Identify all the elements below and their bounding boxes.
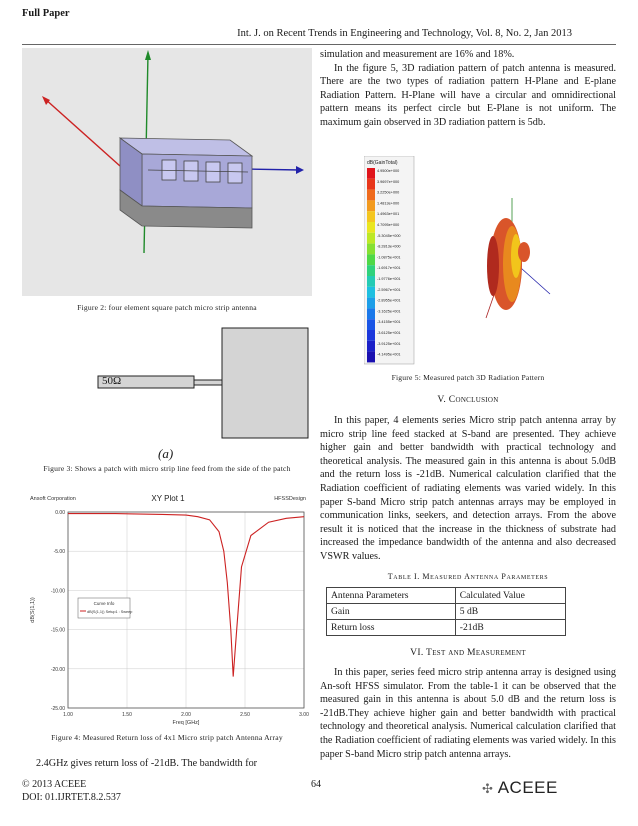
gain-value-label: 3.9697e+000: [377, 179, 400, 184]
gain-value-label: 4.9500e+000: [377, 169, 400, 173]
copyright-text: © 2013 ACEEE: [22, 779, 87, 790]
feed-impedance-label: 50Ω: [102, 375, 122, 387]
gain-color-swatch: [367, 190, 375, 201]
paragraph: In this paper, 4 elements series Micro strip patch antenna array by micro strip line feed stacked at S-band are presented. They achieve higher gain and better bandwidth with practical technology and theoretical analysis. The measured gain in this antenna is about 5.0dB and the return loss is -21dB. Numerical calculation clarified that the Radiation coefficient of radiating elements was varied widely. In this paper S-band Micro strip patch antennas arrays may be employed in communication links, seekers, and detection arrays. From the above result it is noticed that the increase in the thickness of substrate had increased the impedance bandwidth of the antenna and also decreased VSWR values.: [320, 415, 616, 562]
gain-color-swatch: [367, 233, 375, 244]
footer-copyright: [22, 778, 121, 804]
gain-color-swatch: [367, 352, 375, 363]
gain-value-label: -3.6125e+001: [377, 331, 401, 335]
test-measurement-text: [320, 666, 616, 761]
x-tick-label: 3.00: [299, 712, 309, 718]
gain-value-label: -3.9125e+001: [377, 341, 401, 346]
doi-text: DOI: 01.IJRTET.8.2.537: [22, 792, 121, 803]
table-cell: Antenna Parameters: [327, 588, 456, 604]
gain-color-swatch: [367, 298, 375, 309]
gain-value-label: 1.4813e+000: [377, 201, 400, 206]
gain-color-swatch: [367, 319, 375, 330]
figure-3-sublabel: (a): [158, 446, 174, 461]
gain-value-label: 3.2250e+000: [377, 190, 400, 195]
y-tick-label: -15.00: [50, 627, 65, 634]
figure-3-caption: Figure 3: Shows a patch with micro strip line feed from the side of the patch: [43, 464, 291, 473]
x-tick-label: 2.00: [181, 712, 191, 718]
x-tick-label: 1.50: [122, 712, 132, 718]
left-col-bottom-paragraph: [22, 757, 312, 771]
logo-mark-icon: ✣: [482, 781, 494, 796]
header-rule: [22, 44, 616, 45]
gain-value-label: -4.1495e+001: [377, 352, 401, 357]
gain-legend-title: dB(GainTotal): [367, 160, 398, 166]
figure-4-return-loss-plot: [22, 490, 312, 728]
table-row: [327, 620, 566, 636]
table-cell: Calculated Value: [455, 588, 565, 604]
gain-color-swatch: [367, 179, 375, 190]
gain-value-label: -3.4155e+001: [377, 320, 401, 325]
gain-value-label: -1.9776e+001: [377, 277, 401, 281]
section-title-conclusion: V. Conclusion: [437, 394, 499, 405]
figure-2-antenna-model: [22, 48, 312, 296]
legend-title: Curve Info: [93, 601, 115, 606]
y-tick-label: -25.00: [50, 706, 65, 712]
table-caption: Table I. Measured Antenna Parameters: [387, 572, 549, 581]
figure-5-radiation-pattern: [364, 156, 574, 366]
plot-header-right: HFSSDesign: [274, 496, 306, 502]
conclusion-text: [320, 414, 616, 564]
gain-color-swatch: [367, 211, 375, 222]
table-header-row: [327, 588, 566, 604]
gain-value-label: 1.4963e+001: [377, 212, 400, 217]
gain-value-label: 4.7095e+000: [377, 223, 400, 227]
gain-value-label: -1.6917e+001: [377, 266, 401, 271]
journal-citation: Int. J. on Recent Trends in Engineering and Technology, Vol. 8, No. 2, Jan 2013: [237, 28, 572, 39]
plot-ylabel: dB(S(1,1)): [30, 597, 36, 623]
gain-value-label: -1.0875e+001: [377, 255, 401, 260]
gain-color-swatch: [367, 330, 375, 341]
gain-color-swatch: [367, 287, 375, 298]
y-tick-label: 0.00: [55, 510, 65, 516]
gain-color-swatch: [367, 265, 375, 276]
table-cell: 5 dB: [455, 604, 565, 620]
logo-text: ACEEE: [497, 778, 558, 797]
gain-color-swatch: [367, 276, 375, 287]
gain-color-swatch: [367, 254, 375, 265]
plot-xlabel: Freq [GHz]: [172, 720, 200, 726]
y-tick-label: -20.00: [50, 666, 65, 673]
gain-value-label: -5.3045e+000: [377, 233, 401, 238]
gain-value-label: -3.1625e+001: [377, 309, 401, 314]
gain-value-label: -2.8955e+001: [377, 298, 401, 303]
gain-color-swatch: [367, 244, 375, 255]
journal-section-label: Full Paper: [22, 8, 70, 19]
y-tick-label: -10.00: [50, 588, 65, 595]
figure-2-caption: Figure 2: four element square patch micro strip antenna: [77, 303, 257, 312]
gain-color-swatch: [367, 168, 375, 179]
table-cell: Return loss: [327, 620, 456, 636]
aceee-logo: [482, 778, 558, 798]
x-tick-label: 2.50: [240, 712, 250, 718]
table-row: [327, 604, 566, 620]
paragraph: In this paper, series feed micro strip antenna array is designed using An-soft HFSS simulator. From the table-1 it can be observed that the measured gain in this antenna is about 5.0 dB and the return loss is -21dB.They achieve higher gain and better bandwidth with practical technology and theoretical analysis. Numerical calculation clarified that the Radiation coefficient of radiating elements was varied widely. In this paper S-band Micro strip patch antenna arrays.: [320, 667, 616, 760]
paragraph: simulation and measurement are 16% and 18%.: [320, 49, 515, 60]
right-col-top-text: [320, 48, 616, 130]
measured-parameters-table: [326, 587, 566, 636]
paragraph: 2.4GHz gives return loss of -21dB. The bandwidth for: [36, 758, 258, 769]
gain-value-label: -8.2813e+000: [377, 244, 401, 249]
plot-title: XY Plot 1: [151, 494, 185, 503]
gain-color-swatch: [367, 222, 375, 233]
y-tick-label: -5.00: [53, 549, 65, 556]
legend-entry: dB(S(1,1)) Setup1 : Sweep: [87, 610, 133, 614]
paragraph: In the figure 5, 3D radiation pattern of patch antenna is measured. There are the two types of radiation pattern H-Plane and E-plane Radiation Pattern. H-Plane will have a circular and omnidirectional pattern means its perfect circle but E-Plane is not uniform. The maximum gain observed in 3D radiation pattern is 5db.: [320, 62, 616, 128]
table-cell: Gain: [327, 604, 456, 620]
figure-5-caption: Figure 5: Measured patch 3D Radiation Pattern: [391, 373, 545, 382]
section-title-test-measurement: VI. Test and Measurement: [410, 647, 526, 658]
gain-color-swatch: [367, 200, 375, 211]
gain-color-swatch: [367, 341, 375, 352]
figure-4-caption: Figure 4: Measured Return loss of 4x1 Micro strip patch Antenna Array: [51, 733, 283, 742]
gain-color-swatch: [367, 308, 375, 319]
plot-header-left: Ansoft Corporation: [30, 496, 76, 502]
gain-value-label: -2.5967e+001: [377, 287, 401, 292]
page-number: 64: [311, 779, 321, 790]
table-cell: -21dB: [455, 620, 565, 636]
x-tick-label: 1.00: [63, 712, 73, 718]
